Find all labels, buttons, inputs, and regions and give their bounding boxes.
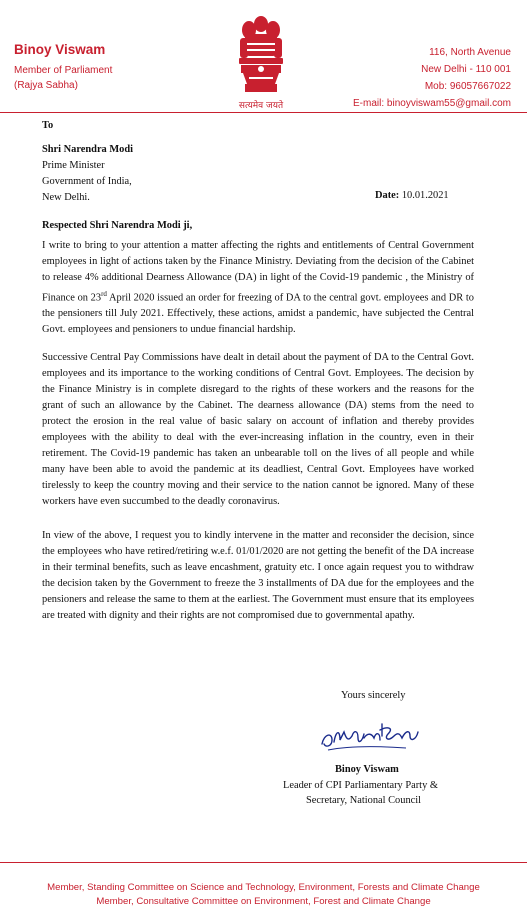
- handwritten-signature: [318, 716, 422, 761]
- lion-capital-icon: [233, 14, 289, 96]
- footer: [0, 881, 527, 909]
- closing: Yours sincerely: [341, 690, 406, 701]
- date-value: 10.01.2021: [401, 190, 449, 201]
- paragraph-3-text: In view of the above, I request you to kindly intervene in the matter and reconsider the decision, since the employees who have retired/retiring w.e.f. 01/01/2020 are not getting the benefit of the DA increase in their terminal benefits, such as leave encashment, gratuity etc. I once again request you to withdraw the decision taken by the Government to freeze the 3 installments of DA due for the employees and the pensioners and release the same to them at the earliest. The Government must ensure that its employees are treated with dignity and their rights are not compromised due to governmental apathy.: [42, 530, 474, 621]
- letter-date: [375, 190, 449, 201]
- paragraph-2: [42, 350, 474, 510]
- paragraph-2-text: Successive Central Pay Commissions have dealt in detail about the payment of DA to the Central Govt. employees and its importance to the working conditions of Central Govt. Employees. The decision by the Finance Ministry is in complete disregard to the rights of these workers and the reasons for the grant of such an allowance by the Cabinet. The dearness allowance (DA) stems from the need to protect the erosion in the real value of basic salary on account of inflation and thereby provides employees with the ability to deal with the ever-increasing inflation in the country, even in their retirement. The Covid-19 pandemic has taken an unbearable toll on the lives of all people and while many have been able to avoid the pandemic at its deadliest, Central Govt. Employees have worked tirelessly to keep the country moving and their service to the nation cannot be ignored. Many of these workers have even succumbed to the deadly coronavirus.: [42, 352, 474, 507]
- footer-line-1: Member, Standing Committee on Science and Technology, Environment, Forests and Climate Change: [47, 882, 480, 893]
- mp-house: (Rajya Sabha): [14, 80, 78, 91]
- mp-name: Binoy Viswam: [14, 42, 106, 57]
- emblem-motto: सत्यमेव जयते: [238, 101, 284, 111]
- to-label: To: [42, 120, 54, 131]
- mp-title: Member of Parliament: [14, 65, 113, 76]
- address-line-1: 116, North Avenue: [429, 47, 511, 58]
- paragraph-1-part-a: I write to bring to your attention a matter affecting the rights and entitlements of Central Government employees in light of actions taken by the Finance Ministry. Deviating from the decision of the Cabinet to release 4% additional Dearness Allowance (DA) in light of the Covid-19 pandemic , the Ministry of Finance on 23: [42, 240, 474, 304]
- salutation: Respected Shri Narendra Modi ji,: [42, 220, 193, 231]
- email-address: E-mail: binoyviswam55@gmail.com: [353, 98, 511, 109]
- letterhead-right: [353, 44, 511, 112]
- letterhead-left: [14, 42, 112, 93]
- national-emblem: [226, 14, 296, 114]
- ordinal-suffix: rd: [101, 290, 107, 298]
- paragraph-1-part-b: April 2020 issued an order for freezing of DA to the central govt. employees and DR to the pensioners till July 2021. Effectively, these actions, amidst a pandemic, have subjected the Central Govt. employees and pensioners to undue financial hardship.: [42, 292, 474, 336]
- paragraph-3: [42, 528, 474, 624]
- signer-name: [335, 762, 399, 777]
- recipient-line-1: Prime Minister: [42, 160, 105, 171]
- recipient-line-3: New Delhi.: [42, 192, 90, 203]
- paragraph-1: [42, 238, 474, 338]
- date-label: Date:: [375, 190, 400, 201]
- signer-title-1: Leader of CPI Parliamentary Party &: [283, 780, 438, 791]
- mobile-number: Mob: 96057667022: [424, 81, 511, 92]
- footer-divider: [0, 862, 527, 863]
- signer-name-text: Binoy Viswam: [335, 764, 399, 775]
- address-line-2: New Delhi - 110 001: [421, 64, 511, 75]
- signer-title-2: Secretary, National Council: [306, 795, 422, 806]
- header-divider: [0, 112, 527, 113]
- recipient-name: Shri Narendra Modi: [42, 144, 134, 155]
- recipient-line-2: Government of India,: [42, 176, 132, 187]
- footer-line-2: Member, Consultative Committee on Environment, Forest and Climate Change: [96, 896, 431, 907]
